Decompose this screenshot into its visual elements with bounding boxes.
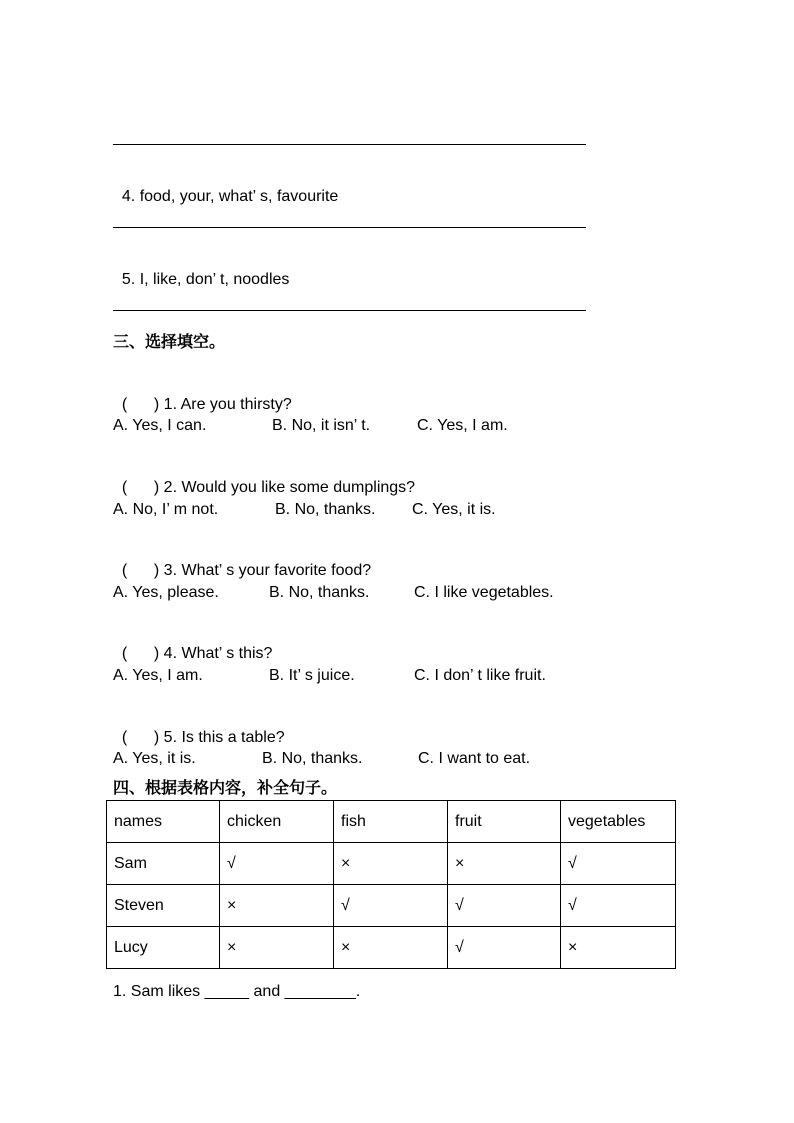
table-row [107,885,676,927]
question-2 [113,458,415,498]
question-text: 2. Would you like some dumplings? [163,479,416,496]
reorder-item-number: 5. [121,271,136,288]
question-text: 3. What’ s your favorite food? [163,562,372,579]
answer-bracket[interactable]: ( ) [121,479,160,496]
answer-bracket[interactable]: ( ) [121,729,160,746]
food-preference-table [106,800,676,969]
option-a: A. Yes, please. [113,584,219,601]
table-cell-name: Steven [107,885,220,927]
table-cell-mark: × [220,927,334,969]
question-1 [113,375,292,415]
reorder-item-words: food, your, what’ s, favourite [139,188,339,205]
table-cell-mark: √ [448,927,561,969]
option-c: C. I don’ t like fruit. [414,667,546,684]
table-cell-mark: √ [561,885,676,927]
section-4-heading: 四、根据表格内容，补全句子。 [113,780,338,797]
option-b: B. No, thanks. [269,584,370,601]
option-a: A. Yes, I can. [113,417,207,434]
reorder-item-5 [113,250,289,290]
question-text: 4. What’ s this? [163,645,273,662]
table-header-cell: fish [334,801,448,843]
option-b: B. No, thanks. [275,501,376,518]
option-b: B. No, it isn’ t. [272,417,371,434]
reorder-item-number: 4. [121,188,136,205]
section-3-heading: 三、选择填空。 [113,334,226,351]
table-cell-mark: × [561,927,676,969]
table-cell-name: Sam [107,843,220,885]
question-text: 1. Are you thirsty? [163,396,292,413]
table-cell-mark: × [220,885,334,927]
answer-line-3[interactable] [113,144,586,145]
option-b: B. It’ s juice. [269,667,355,684]
option-c: C. I like vegetables. [414,584,554,601]
option-a: A. Yes, I am. [113,667,203,684]
option-a: A. No, I’ m not. [113,501,219,518]
table-row [107,843,676,885]
table-cell-mark: √ [334,885,448,927]
question-text: 5. Is this a table? [163,729,285,746]
table-header-row [107,801,676,843]
table-cell-name: Lucy [107,927,220,969]
table-cell-mark: √ [448,885,561,927]
question-4 [113,624,272,664]
option-c: C. Yes, I am. [417,417,508,434]
question-3 [113,541,371,581]
table-row [107,927,676,969]
table-cell-mark: × [448,843,561,885]
table-cell-mark: × [334,843,448,885]
table-cell-mark: × [334,927,448,969]
answer-line-5[interactable] [113,310,586,311]
question-5 [113,708,285,748]
reorder-item-words: I, like, don’ t, noodles [139,271,290,288]
table-header-cell: chicken [220,801,334,843]
table-header-cell: fruit [448,801,561,843]
table-header-cell: vegetables [561,801,676,843]
reorder-item-4 [113,167,338,207]
answer-bracket[interactable]: ( ) [121,562,160,579]
table-cell-mark: √ [220,843,334,885]
table-header-cell: names [107,801,220,843]
answer-bracket[interactable]: ( ) [121,645,160,662]
option-b: B. No, thanks. [262,750,363,767]
option-a: A. Yes, it is. [113,750,196,767]
answer-bracket[interactable]: ( ) [121,396,160,413]
fill-in-sentence-1[interactable]: 1. Sam likes _____ and ________. [113,983,361,1000]
option-c: C. I want to eat. [418,750,531,767]
answer-line-4[interactable] [113,227,586,228]
table-cell-mark: √ [561,843,676,885]
option-c: C. Yes, it is. [412,501,496,518]
